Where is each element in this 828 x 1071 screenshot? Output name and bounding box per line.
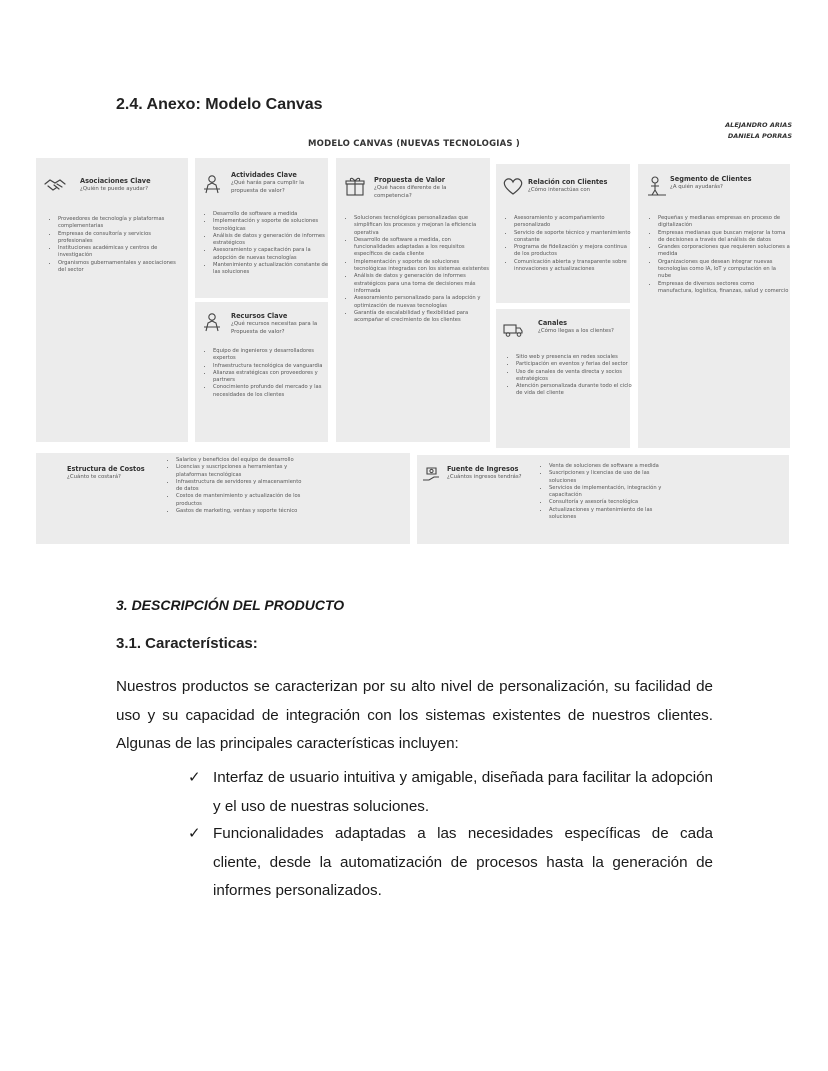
- list-item: • Atención personalizada durante todo el ciclo de vida del cliente: [516, 383, 632, 398]
- heart-icon: [502, 176, 524, 196]
- list-item: • Infraestructura tecnológica de vanguardia: [213, 363, 329, 370]
- list-item: • Equipo de ingenieros y desarrolladores expertos: [213, 348, 329, 363]
- money-icon: [421, 464, 443, 484]
- list-item: • Soluciones tecnológicas personalizadas que simplifican los procesos y mejoran la eficiencia operativa: [354, 215, 490, 237]
- canvas-box-asociaciones: [36, 158, 188, 442]
- list-item: • Sitio web y presencia en redes sociales: [516, 354, 632, 361]
- section-heading-canvas: 2.4. Anexo: Modelo Canvas: [116, 96, 323, 113]
- list-item: • Implementación y soporte de soluciones tecnológicas: [213, 218, 329, 233]
- box-question: ¿Qué recursos necesitas para la Propuesta de valor?: [231, 321, 318, 335]
- box-question: ¿Cómo interactúas con: [528, 187, 591, 193]
- list-item: • Organizaciones que desean integrar nuevas tecnologías como IA, IoT y computación en la nube: [658, 259, 790, 281]
- list-item: • Licencias y suscripciones a herramientas y plataformas tecnológicas: [176, 464, 302, 479]
- list-item: • Infraestructura de servidores y almacenamiento de datos: [176, 479, 302, 494]
- author-name: ALEJANDRO ARIAS: [725, 121, 792, 129]
- canvas-box-segmento: [638, 164, 790, 448]
- list-item: • Alianzas estratégicas con proveedores y partners: [213, 370, 329, 385]
- body-paragraph: Nuestros productos se caracterizan por su alto nivel de personalización, su facilidad de uso y su capacidad de integración con los sistemas existentes de nuestros clientes. Algunas de las principales características incluyen:: [116, 678, 713, 752]
- box-question: ¿Cuánto te costará?: [67, 474, 121, 480]
- canvas-box-costos: [36, 453, 410, 544]
- list-item: • Desarrollo de software a medida, con funcionalidades adaptadas a los requisitos específicos de cada cliente: [354, 237, 490, 259]
- author-name: DANIELA PORRAS: [727, 132, 792, 140]
- box-list: [506, 215, 632, 273]
- box-list: [541, 463, 677, 521]
- canvas-box-recursos: [195, 302, 328, 442]
- checklist-item: [188, 820, 713, 906]
- list-item: • Asesoramiento y acompañamiento personalizado: [514, 215, 632, 230]
- list-item: • Servicio de soporte técnico y mantenimiento constante: [514, 230, 632, 245]
- checklist-text: Funcionalidades adaptadas a las necesidades específicas de cada cliente, desde la automatización de procesos hasta la generación de informes personalizados.: [213, 825, 713, 899]
- box-title: Actividades Clave: [231, 171, 297, 179]
- list-item: • Actualizaciones y mantenimiento de las soluciones: [549, 507, 677, 522]
- canvas-box-canales: [496, 309, 630, 448]
- list-item: • Participación en eventos y ferias del sector: [516, 361, 632, 368]
- checklist-text: Interfaz de usuario intuitiva y amigable, diseñada para facilitar la adopción y el uso de nuestras soluciones.: [213, 769, 713, 815]
- check-icon: ✓: [188, 825, 201, 842]
- canvas-box-actividades: [195, 158, 328, 298]
- box-title: Recursos Clave: [231, 312, 288, 320]
- list-item: • Instituciones académicas y centros de investigación: [58, 245, 182, 260]
- box-list: [205, 348, 329, 399]
- list-item: • Conocimiento profundo del mercado y las necesidades de los clientes: [213, 384, 329, 399]
- list-item: • Programa de fidelización y mejora continua de los productos: [514, 244, 632, 259]
- box-question: ¿Cuántos ingresos tendrás?: [447, 474, 522, 480]
- list-item: • Proveedores de tecnología y plataformas complementarias: [58, 216, 182, 231]
- list-item: • Análisis de datos y generación de informes estratégicos para una toma de decisiones más informada: [354, 273, 490, 295]
- list-item: • Pequeñas y medianas empresas en proceso de digitalización: [658, 215, 790, 230]
- list-item: • Grandes corporaciones que requieren soluciones a medida: [658, 244, 790, 259]
- list-item: • Empresas medianas que buscan mejorar la toma de decisiones a través del análisis de datos: [658, 230, 790, 245]
- list-item: • Comunicación abierta y transparente sobre innovaciones y actualizaciones: [514, 259, 632, 274]
- check-icon: ✓: [188, 769, 201, 786]
- list-item: • Uso de canales de venta directa y socios estratégicos: [516, 369, 632, 384]
- box-question: ¿Qué haces diferente de la competencia?: [374, 185, 447, 199]
- gift-icon: [344, 176, 366, 196]
- box-question: ¿Qué harás para cumplir la propuesta de valor?: [231, 180, 305, 194]
- box-title: Canales: [538, 319, 568, 327]
- handshake-icon: [44, 175, 66, 195]
- box-question: ¿A quién ayudarás?: [670, 184, 723, 190]
- list-item: • Implementación y soporte de soluciones tecnológicas integradas con los sistemas existentes: [354, 259, 490, 274]
- box-title: Segmento de Clientes: [670, 175, 752, 183]
- list-item: • Desarrollo de software a medida: [213, 211, 329, 218]
- box-title: Relación con Clientes: [528, 178, 608, 186]
- list-item: • Servicios de implementación, integración y capacitación: [549, 485, 677, 500]
- person-icon: [646, 176, 668, 196]
- box-list: [508, 354, 632, 398]
- box-title: Estructura de Costos: [67, 465, 145, 473]
- box-question: ¿Cómo llegas a los clientes?: [538, 328, 614, 334]
- list-item: • Venta de soluciones de software a medida: [549, 463, 677, 470]
- list-item: • Asesoramiento y capacitación para la adopción de nuevas tecnologías: [213, 247, 329, 262]
- box-list: [650, 215, 790, 295]
- box-title: Propuesta de Valor: [374, 176, 446, 184]
- canvas-box-relacion: [496, 164, 630, 303]
- list-item: • Mantenimiento y actualización constante de las soluciones: [213, 262, 329, 277]
- box-list: [205, 211, 329, 277]
- list-item: • Consultoría y asesoría tecnológica: [549, 499, 677, 506]
- subsection-heading: 3.1. Características:: [116, 635, 258, 652]
- list-item: • Costos de mantenimiento y actualización de los productos: [176, 493, 302, 508]
- list-item: • Empresas de consultoría y servicios profesionales: [58, 231, 182, 246]
- box-list: [50, 216, 182, 274]
- list-item: • Organismos gubernamentales y asociaciones del sector: [58, 260, 182, 275]
- list-item: • Análisis de datos y generación de informes estratégicos: [213, 233, 329, 248]
- list-item: • Suscripciones y licencias de uso de las soluciones: [549, 470, 677, 485]
- list-item: • Salarios y beneficios del equipo de desarrollo: [176, 457, 302, 464]
- section-heading: 3. DESCRIPCIÓN DEL PRODUCTO: [116, 597, 345, 613]
- canvas-box-propuesta: [336, 158, 490, 442]
- checklist-item: [188, 764, 713, 821]
- box-question: ¿Quién te puede ayudar?: [80, 186, 148, 192]
- list-item: • Gastos de marketing, ventas y soporte técnico: [176, 508, 302, 515]
- box-list: [168, 457, 302, 515]
- canvas-title: MODELO CANVAS (NUEVAS TECNOLOGIAS ): [307, 139, 520, 149]
- list-item: • Garantía de escalabilidad y flexibilidad para acompañar el crecimiento de los clientes: [354, 310, 490, 325]
- list-item: • Asesoramiento personalizado para la adopción y optimización de nuevas tecnologías: [354, 295, 490, 310]
- worker-icon: [201, 312, 223, 332]
- box-list: [346, 215, 490, 324]
- box-title: Asociaciones Clave: [80, 177, 151, 185]
- box-title: Fuente de Ingresos: [447, 465, 519, 473]
- canvas-box-ingresos: [417, 455, 789, 544]
- worker-icon: [201, 174, 223, 194]
- list-item: • Empresas de diversos sectores como manufactura, logística, finanzas, salud y comercio: [658, 281, 790, 296]
- truck-icon: [502, 319, 524, 339]
